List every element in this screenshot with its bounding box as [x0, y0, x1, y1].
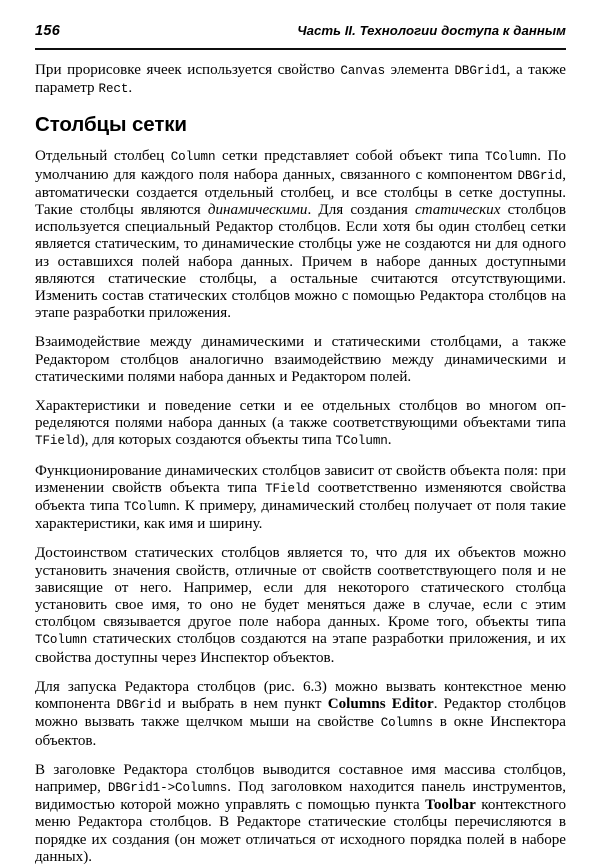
text-run: соответственно изменяются свойства объекта типа: [35, 479, 566, 515]
text-run: Взаимодействие между динамическими и статическими столбцами, а также Редактором столбцов аналогично взаимодействию между динамическими и статическими полями набора данных и Редактором полей.: [35, 334, 566, 385]
code-term: DBGrid: [116, 698, 162, 713]
text-run: Функционирование динамических столбцов зависит от свойств объекта поля: при изменении свойств объекта типа: [35, 462, 566, 496]
paragraph-6: [35, 545, 566, 666]
text-run: В заголовке Редактора столбцов выводится составное имя массива столбцов, например,: [35, 761, 566, 795]
text-run: сетки представляет собой объект типа: [215, 148, 486, 165]
text-run: . По умолчанию для каждого поля набора данных, связанного с компонентом: [35, 148, 566, 183]
menu-item-name: Toolbar: [425, 797, 476, 814]
text-run: . Под заголовком находится панель инструментов, видимостью которой можно управлять с помощью пункта: [35, 778, 566, 814]
section-heading: Столбцы сетки: [35, 113, 187, 137]
text-run: столбцов используется специальный Редактор столбцов. Если хотя бы один столбец сетки является статическим, то динамические столбцы уже не создаются ни для одного из оставшихся полей набора данных. Причем в наборе данных доступными являются статические столбцы, а остальные считаются отсутствующими. Изменить состав статических столбцов можно с помощью Редактора столбцов на этапе разработки приложения.: [35, 202, 567, 322]
code-term: Column: [170, 150, 216, 165]
emphasis-term: динамическими: [207, 202, 308, 219]
paragraph-7: [35, 679, 566, 750]
text-column: [35, 62, 566, 866]
text-run: . К примеру, динамический столбец получает от поля такие характеристики, как имя и ширину.: [35, 498, 566, 533]
paragraph-4: [35, 398, 566, 451]
paragraph-3: [35, 334, 566, 386]
text-run: статических столбцов создаются на этапе разработки приложения, и их свойства доступны через Инспектор объектов.: [35, 631, 566, 666]
paragraph-5: [35, 463, 566, 534]
paragraph-1: [35, 62, 566, 98]
text-run: . Для создания: [307, 202, 415, 219]
page-number: 156: [35, 23, 61, 39]
code-term: TColumn: [335, 434, 388, 449]
text-run: , а также параметр: [35, 62, 566, 97]
text-run: и выбрать в нем пункт: [161, 696, 328, 713]
code-term: Columns: [380, 716, 433, 731]
text-run: При прорисовке ячеек используется свойство: [35, 62, 341, 78]
code-term: DBGrid1->Columns: [107, 780, 228, 795]
text-run: . Редактор столбцов можно вызвать также щелчком мыши на свойстве: [35, 696, 566, 731]
code-term: Canvas: [340, 64, 386, 78]
code-term: TField: [265, 481, 310, 496]
code-term: DBGrid1: [454, 64, 507, 78]
code-term: DBGrid: [517, 168, 563, 183]
code-term: TField: [35, 434, 80, 449]
text-run: элемента: [385, 62, 455, 78]
text-run: Характеристики и поведение сетки и ее отдельных столбцов во многом определяются полями набора данных (а также соответствующими объектами типа: [35, 398, 566, 432]
text-run: Достоинством статических столбцов является то, что для их объектов можно установить значения свойств, отличные от свойств соответствующего поля и не зависящие от него. Например, если для некоторого статического столбца установить свое имя, то оно не будет меняться даже в случае, если с этим столбцом связывается другое поле набора данных. Кроме того, объекты типа: [35, 545, 566, 631]
running-title: Часть II. Технологии доступа к данным: [297, 23, 566, 38]
paragraph-8: [35, 762, 566, 866]
text-run: .: [387, 432, 392, 449]
text-run: ), для которых создаются объекты типа: [79, 432, 336, 449]
text-run: Отдельный столбец: [35, 148, 171, 165]
paragraph-2: [35, 148, 566, 322]
text-run: Для запуска Редактора столбцов (рис. 6.3) можно вызвать контекстное меню компонента: [35, 678, 566, 713]
code-term: TColumn: [485, 150, 538, 165]
text-run: .: [128, 80, 133, 97]
code-term: TColumn: [35, 633, 88, 648]
emphasis-term: статических: [414, 202, 501, 219]
text-run: контекстного меню Редактора столбцов. В Редакторе статические столбцы перечисляются в порядке их создания (он может отличаться от исходного порядка полей в наборе данных).: [35, 797, 566, 865]
text-run: в окне Инспектора объектов.: [35, 714, 567, 749]
menu-item-name: Columns Editor: [327, 696, 434, 713]
code-term: Rect: [98, 82, 129, 97]
code-term: TColumn: [123, 500, 177, 515]
text-run: , автоматически создается отдельный столбец, и все столбцы в сетке доступны. Такие столбцы являются: [35, 166, 566, 219]
running-head: [35, 22, 566, 50]
